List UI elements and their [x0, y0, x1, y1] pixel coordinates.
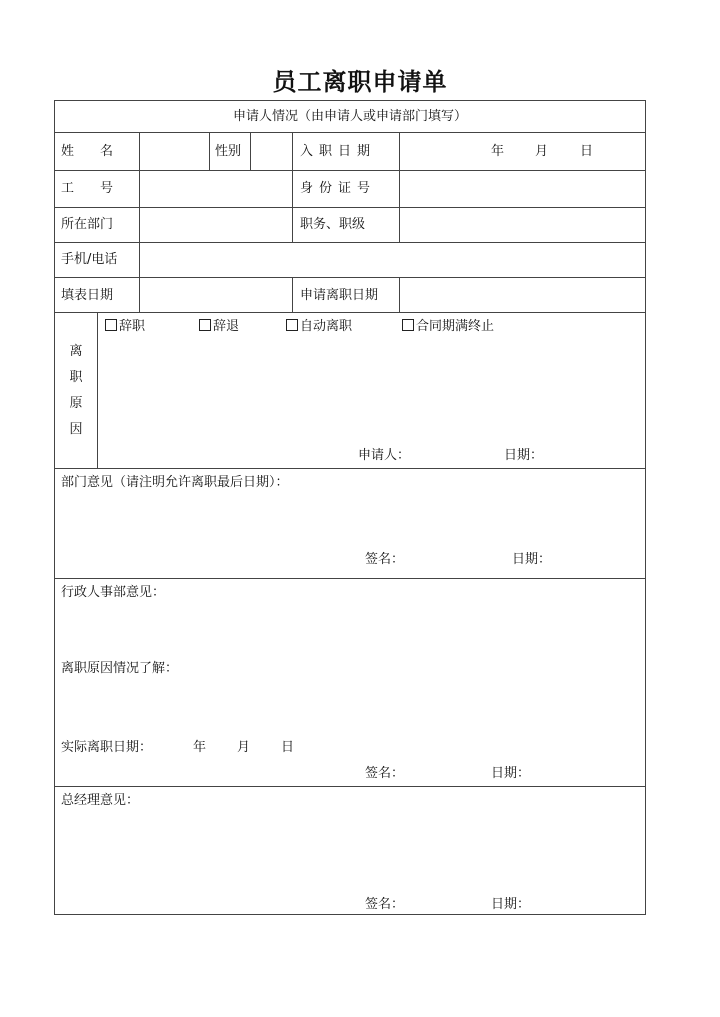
reason-date-label: 日期： [504, 448, 544, 463]
department-field[interactable] [145, 217, 285, 233]
option-dismissed[interactable]: 辞退 [199, 319, 239, 335]
gm-opinion-label: 总经理意见： [61, 793, 140, 808]
checkbox[interactable] [286, 319, 298, 331]
page-title: 员工离职申请单 [272, 68, 448, 96]
label-name: 姓 名 [61, 144, 114, 159]
hr-actual-date-label: 实际离职日期： [61, 740, 153, 755]
hr-month-label: 月 [237, 740, 251, 755]
label-position: 职务、职级 [300, 217, 366, 232]
checkbox[interactable] [199, 319, 211, 331]
dept-date-label: 日期： [512, 552, 552, 567]
hire-month-label: 月 [535, 144, 549, 159]
hr-day-label: 日 [281, 740, 295, 755]
label-department: 所在部门 [61, 217, 114, 232]
resignation-form [54, 100, 646, 915]
hr-sign-label: 签名： [365, 766, 405, 781]
hr-reason-label: 离职原因情况了解： [61, 661, 179, 676]
dept-opinion-label: 部门意见（请注明允许离职最后日期）： [61, 475, 289, 490]
option-contract-end[interactable]: 合同期满终止 [402, 319, 494, 335]
hr-opinion-label: 行政人事部意见： [61, 585, 166, 600]
reason-label: 离 职 原 因 [69, 344, 83, 437]
hr-date-label: 日期： [491, 766, 531, 781]
label-employee-no: 工 号 [61, 181, 114, 196]
gender-field[interactable] [255, 144, 287, 160]
hire-year-label: 年 [491, 144, 505, 159]
name-field[interactable] [145, 144, 205, 160]
position-field[interactable] [405, 217, 635, 233]
id-no-field[interactable] [405, 181, 635, 197]
phone-field[interactable] [145, 252, 635, 268]
gm-sign-label: 签名： [365, 897, 405, 912]
label-leave-date: 申请离职日期 [300, 288, 379, 303]
reason-applicant-label: 申请人： [358, 448, 411, 463]
hire-day-label: 日 [580, 144, 594, 159]
leave-date-field[interactable] [405, 288, 635, 304]
dept-sign-label: 签名： [365, 552, 405, 567]
option-self-leave[interactable]: 自动离职 [286, 319, 352, 335]
checkbox[interactable] [402, 319, 414, 331]
hr-year-label: 年 [193, 740, 207, 755]
label-id-no: 身份证号 [300, 181, 377, 196]
employee-no-field[interactable] [145, 181, 285, 197]
label-fill-date: 填表日期 [61, 288, 114, 303]
fill-date-field[interactable] [145, 288, 285, 304]
label-phone: 手机/电话 [61, 252, 118, 267]
checkbox[interactable] [105, 319, 117, 331]
label-gender: 性别 [215, 144, 242, 159]
label-hire-date: 入职日期 [300, 144, 377, 159]
section-header: 申请人情况（由申请人或申请部门填写） [232, 109, 467, 124]
gm-date-label: 日期： [491, 897, 531, 912]
option-resign[interactable]: 辞职 [105, 319, 145, 335]
